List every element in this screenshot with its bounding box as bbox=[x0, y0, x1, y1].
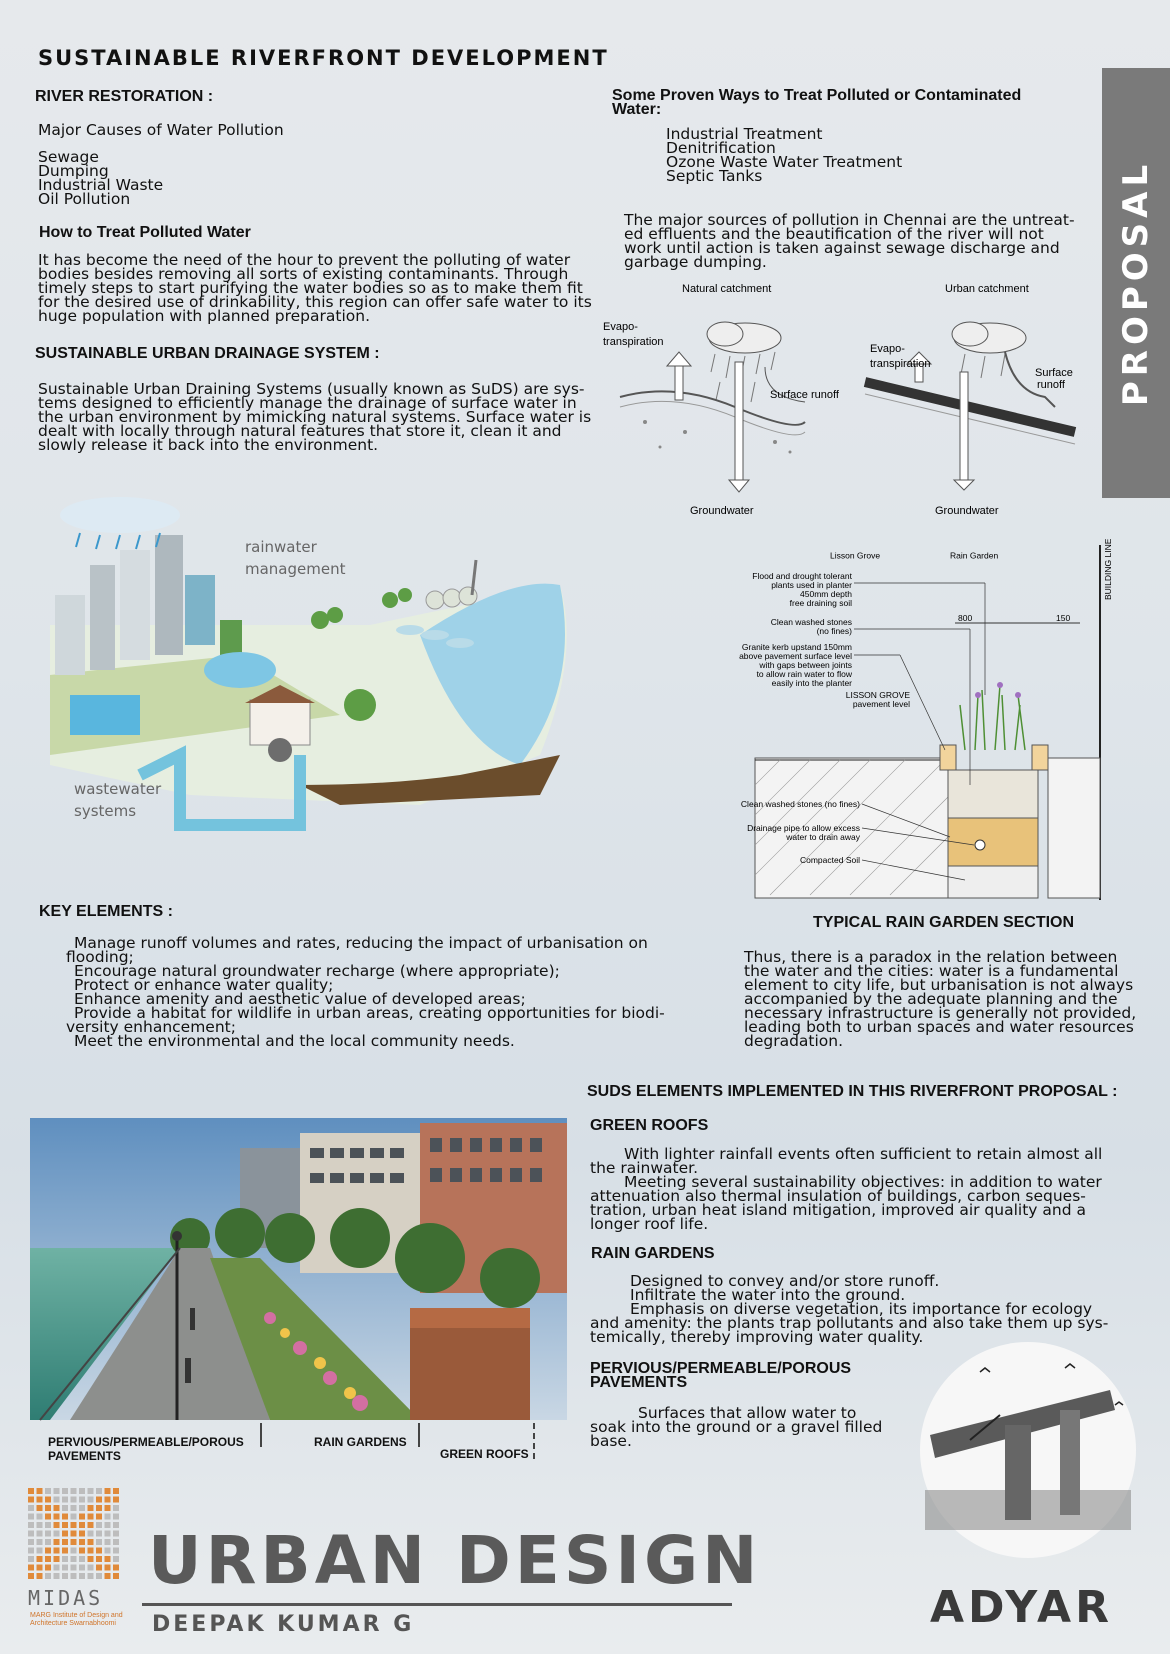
key-elements-heading: KEY ELEMENTS : bbox=[39, 903, 173, 920]
key-line: Enhance amenity and aesthetic value of developed areas; bbox=[74, 990, 526, 1008]
chennai-line: The major sources of pollution in Chennai are the untreat- bbox=[624, 211, 1075, 229]
logo-dot bbox=[45, 1573, 51, 1579]
logo-dot bbox=[62, 1565, 68, 1571]
logo-dot bbox=[28, 1539, 34, 1545]
natural-catchment-title: Natural catchment bbox=[682, 283, 772, 296]
key-line: Encourage natural groundwater recharge (where appropriate); bbox=[74, 962, 560, 980]
suds-paragraph bbox=[38, 382, 591, 452]
logo-dot bbox=[28, 1565, 34, 1571]
logo-dot bbox=[113, 1565, 119, 1571]
annotation: easily into the planter bbox=[771, 678, 852, 688]
logo-dot bbox=[54, 1565, 60, 1571]
logo-dot bbox=[105, 1539, 111, 1545]
logo-dot bbox=[88, 1531, 94, 1537]
logo-dot bbox=[96, 1573, 102, 1579]
render-label-line: PERVIOUS/PERMEABLE/POROUS bbox=[48, 1435, 244, 1449]
adyar-label: ADYAR bbox=[930, 1582, 1113, 1633]
logo-dot bbox=[62, 1548, 68, 1554]
green-roofs-line: the rainwater. bbox=[590, 1159, 699, 1177]
annotation: to allow rain water to flow bbox=[756, 669, 852, 679]
logo-dot bbox=[105, 1573, 111, 1579]
logo-dot bbox=[45, 1522, 51, 1528]
suds-line: dealt with locally through natural features that store it, clean it and bbox=[38, 422, 562, 440]
logo-dot bbox=[28, 1488, 34, 1494]
cause-item: Sewage bbox=[38, 148, 99, 166]
logo-dot bbox=[105, 1556, 111, 1562]
rainwater-label: management bbox=[245, 560, 346, 578]
logo-dot bbox=[71, 1505, 77, 1511]
logo-dot bbox=[62, 1514, 68, 1520]
treat-line: It has become the need of the hour to prevent the polluting of water bbox=[38, 251, 571, 269]
pervious-heading-line: PERVIOUS/PERMEABLE/POROUS bbox=[590, 1360, 852, 1377]
annotation: Granite kerb upstand 150mm bbox=[741, 642, 852, 652]
dimension-label: 800 bbox=[958, 613, 973, 623]
logo-dot bbox=[88, 1505, 94, 1511]
leader-line bbox=[418, 1423, 420, 1447]
rain-gardens-line: Designed to convey and/or store runoff. bbox=[630, 1272, 940, 1290]
logo-dot bbox=[54, 1539, 60, 1545]
logo-dot bbox=[37, 1522, 43, 1528]
rain-gardens-paragraph bbox=[590, 1274, 1108, 1344]
logo-dot bbox=[28, 1573, 34, 1579]
logo-dot bbox=[96, 1497, 102, 1503]
leader-line bbox=[533, 1423, 535, 1459]
riverfront-render bbox=[30, 1118, 567, 1420]
annotation: pavement level bbox=[852, 699, 910, 709]
logo-dot bbox=[113, 1505, 119, 1511]
rain-garden-section bbox=[739, 538, 1120, 905]
logo-dot bbox=[71, 1522, 77, 1528]
annotation: 450mm depth bbox=[800, 589, 852, 599]
logo-dot bbox=[62, 1556, 68, 1562]
logo-dot bbox=[88, 1514, 94, 1520]
logo-dot bbox=[105, 1522, 111, 1528]
logo-dot bbox=[28, 1522, 34, 1528]
logo-dot bbox=[62, 1522, 68, 1528]
causes-subheading: Major Causes of Water Pollution bbox=[38, 121, 284, 139]
logo-dot bbox=[113, 1539, 119, 1545]
logo-dot bbox=[62, 1573, 68, 1579]
logo-dot bbox=[96, 1556, 102, 1562]
logo-dot bbox=[79, 1522, 85, 1528]
logo-dot bbox=[45, 1488, 51, 1494]
chennai-line: ed effluents and the beautification of the river will not bbox=[624, 225, 1044, 243]
green-roofs-line: attenuation also thermal insulation of buildings, carbon seques- bbox=[590, 1187, 1086, 1205]
logo-dot bbox=[54, 1556, 60, 1562]
logo-dot bbox=[79, 1556, 85, 1562]
logo-dot bbox=[88, 1565, 94, 1571]
logo-dot bbox=[28, 1505, 34, 1511]
proven-list bbox=[666, 127, 902, 183]
treat-line: bodies besides removing all sorts of existing contaminants. Through bbox=[38, 265, 569, 283]
urban-design-title: URBAN DESIGN bbox=[148, 1522, 762, 1599]
proven-item: Denitrification bbox=[666, 139, 776, 157]
midas-logo-mark bbox=[28, 1488, 123, 1583]
sidebar-label: PROPOSAL bbox=[1116, 159, 1156, 407]
logo-dot bbox=[105, 1505, 111, 1511]
suds-line: the urban environment by mimicking natural systems. Surface water is bbox=[38, 408, 592, 426]
logo-sub-line: MARG Institute of Design and bbox=[30, 1612, 123, 1619]
midas-logo-text: MIDAS bbox=[28, 1586, 104, 1610]
logo-dot bbox=[28, 1497, 34, 1503]
logo-dot bbox=[45, 1539, 51, 1545]
annotation: water to drain away bbox=[786, 832, 860, 842]
causes-list bbox=[38, 150, 163, 206]
logo-dot bbox=[71, 1514, 77, 1520]
logo-dot bbox=[37, 1497, 43, 1503]
logo-dot bbox=[62, 1531, 68, 1537]
cause-item: Oil Pollution bbox=[38, 190, 131, 208]
proven-heading bbox=[612, 89, 1021, 117]
logo-dot bbox=[79, 1565, 85, 1571]
logo-dot bbox=[45, 1548, 51, 1554]
logo-dot bbox=[88, 1497, 94, 1503]
logo-dot bbox=[71, 1488, 77, 1494]
logo-dot bbox=[113, 1573, 119, 1579]
pervious-heading-line: PAVEMENTS bbox=[590, 1374, 688, 1391]
render-label-pervious bbox=[48, 1435, 244, 1463]
logo-dot bbox=[105, 1497, 111, 1503]
logo-dot bbox=[79, 1531, 85, 1537]
evapo-label: transpiration bbox=[603, 336, 664, 348]
wastewater-label: wastewater bbox=[74, 780, 162, 798]
logo-dot bbox=[113, 1497, 119, 1503]
render-label-green-roofs: GREEN ROOFS bbox=[440, 1447, 529, 1461]
rainwater-label: rainwater bbox=[245, 538, 317, 556]
author-name: DEEPAK KUMAR G bbox=[152, 1612, 415, 1637]
logo-dot bbox=[37, 1548, 43, 1554]
water-management-illustration bbox=[40, 505, 580, 885]
logo-dot bbox=[88, 1488, 94, 1494]
logo-dot bbox=[54, 1548, 60, 1554]
midas-logo-sub bbox=[30, 1612, 123, 1628]
logo-dot bbox=[96, 1522, 102, 1528]
green-roofs-paragraph bbox=[590, 1147, 1102, 1231]
annotation: (no fines) bbox=[816, 626, 852, 636]
suds-line: Sustainable Urban Draining Systems (usually known as SuDS) are sys- bbox=[38, 380, 585, 398]
logo-dot bbox=[105, 1488, 111, 1494]
logo-dot bbox=[71, 1565, 77, 1571]
logo-dot bbox=[113, 1488, 119, 1494]
logo-dot bbox=[71, 1531, 77, 1537]
paradox-line: leading both to urban spaces and water resources bbox=[744, 1018, 1134, 1036]
logo-dot bbox=[37, 1514, 43, 1520]
logo-dot bbox=[88, 1573, 94, 1579]
implemented-heading: SUDS ELEMENTS IMPLEMENTED IN THIS RIVERFRONT PROPOSAL : bbox=[587, 1083, 1118, 1100]
logo-dot bbox=[37, 1488, 43, 1494]
building-line-label: BUILDING LINE bbox=[1103, 538, 1113, 600]
treat-heading: How to Treat Polluted Water bbox=[39, 224, 251, 241]
pervious-line: soak into the ground or a gravel filled bbox=[590, 1418, 883, 1436]
logo-dot bbox=[37, 1556, 43, 1562]
pervious-paragraph bbox=[590, 1406, 882, 1448]
suds-line: slowly release it back into the environment. bbox=[38, 436, 379, 454]
proposal-sidebar bbox=[1102, 68, 1170, 498]
logo-dot bbox=[54, 1531, 60, 1537]
logo-dot bbox=[28, 1531, 34, 1537]
logo-dot bbox=[79, 1488, 85, 1494]
logo-dot bbox=[113, 1514, 119, 1520]
pervious-line: Surfaces that allow water to bbox=[638, 1404, 857, 1422]
logo-dot bbox=[88, 1548, 94, 1554]
logo-dot bbox=[113, 1522, 119, 1528]
proven-heading-line: Some Proven Ways to Treat Polluted or Contaminated bbox=[612, 87, 1022, 104]
green-roofs-line: tration, urban heat island mitigation, improved air quality and a bbox=[590, 1201, 1086, 1219]
logo-dot bbox=[71, 1539, 77, 1545]
logo-dot bbox=[45, 1505, 51, 1511]
proven-item: Ozone Waste Water Treatment bbox=[666, 153, 903, 171]
logo-dot bbox=[113, 1548, 119, 1554]
logo-dot bbox=[71, 1556, 77, 1562]
logo-dot bbox=[45, 1531, 51, 1537]
green-roofs-line: With lighter rainfall events often sufficient to retain almost all bbox=[624, 1145, 1103, 1163]
green-roofs-heading: GREEN ROOFS bbox=[590, 1117, 709, 1134]
green-roofs-line: Meeting several sustainability objectives: in addition to water bbox=[624, 1173, 1102, 1191]
render-label-rain-gardens: RAIN GARDENS bbox=[314, 1435, 407, 1449]
key-line: versity enhancement; bbox=[66, 1018, 236, 1036]
annotation: with gaps between joints bbox=[759, 660, 852, 670]
logo-dot bbox=[79, 1514, 85, 1520]
paradox-line: Thus, there is a paradox in the relation between bbox=[744, 948, 1118, 966]
paradox-line: element to city life, but urbanisation is not always bbox=[744, 976, 1134, 994]
river-restoration-heading: RIVER RESTORATION : bbox=[35, 88, 214, 105]
annotation: Drainage pipe to allow excess bbox=[747, 823, 860, 833]
proven-item: Septic Tanks bbox=[666, 167, 763, 185]
logo-dot bbox=[37, 1531, 43, 1537]
logo-dot bbox=[79, 1573, 85, 1579]
evapo-label: Evapo- bbox=[870, 343, 905, 355]
rain-garden-caption: TYPICAL RAIN GARDEN SECTION bbox=[813, 914, 1075, 931]
footer-rule bbox=[142, 1603, 732, 1606]
logo-dot bbox=[71, 1548, 77, 1554]
treat-line: for the desired use of drinkability, this region can offer safe water to its bbox=[38, 293, 592, 311]
logo-dot bbox=[96, 1565, 102, 1571]
runoff-label: runoff bbox=[1037, 379, 1065, 391]
logo-dot bbox=[79, 1539, 85, 1545]
page-title: SUSTAINABLE RIVERFRONT DEVELOPMENT bbox=[38, 46, 609, 70]
logo-dot bbox=[28, 1514, 34, 1520]
rain-gardens-heading: RAIN GARDENS bbox=[591, 1245, 715, 1262]
annotation: plants used in planter bbox=[771, 580, 852, 590]
chennai-line: work until action is taken against sewage discharge and bbox=[624, 239, 1060, 257]
urban-catchment-title: Urban catchment bbox=[945, 283, 1029, 296]
annotation: free draining soil bbox=[789, 598, 852, 608]
logo-dot bbox=[37, 1539, 43, 1545]
logo-dot bbox=[96, 1539, 102, 1545]
logo-dot bbox=[71, 1497, 77, 1503]
evapo-label: transpiration bbox=[870, 358, 931, 370]
logo-dot bbox=[96, 1505, 102, 1511]
logo-dot bbox=[113, 1556, 119, 1562]
key-line: Protect or enhance water quality; bbox=[74, 976, 334, 994]
logo-dot bbox=[54, 1573, 60, 1579]
logo-dot bbox=[28, 1548, 34, 1554]
cause-item: Industrial Waste bbox=[38, 176, 164, 194]
catchment-diagrams bbox=[603, 282, 1095, 522]
logo-dot bbox=[105, 1565, 111, 1571]
paradox-paragraph bbox=[744, 950, 1136, 1048]
logo-dot bbox=[45, 1514, 51, 1520]
logo-dot bbox=[96, 1548, 102, 1554]
logo-dot bbox=[54, 1522, 60, 1528]
key-line: Manage runoff volumes and rates, reducing the impact of urbanisation on bbox=[74, 934, 648, 952]
rain-gardens-line: Infiltrate the water into the ground. bbox=[630, 1286, 906, 1304]
logo-dot bbox=[96, 1514, 102, 1520]
paradox-line: the water and the cities: water is a fundamental bbox=[744, 962, 1119, 980]
render-label-line: PAVEMENTS bbox=[48, 1449, 121, 1463]
treat-paragraph bbox=[38, 253, 592, 323]
logo-dot bbox=[45, 1565, 51, 1571]
evapo-label: Evapo- bbox=[603, 321, 638, 333]
annotation: Clean washed stones (no fines) bbox=[740, 799, 860, 809]
logo-dot bbox=[105, 1548, 111, 1554]
paradox-line: accompanied by the adequate planning and the bbox=[744, 990, 1118, 1008]
chennai-paragraph bbox=[624, 213, 1075, 269]
pervious-line: base. bbox=[590, 1432, 632, 1450]
annotation: Clean washed stones bbox=[770, 617, 852, 627]
logo-dot bbox=[28, 1556, 34, 1562]
logo-dot bbox=[54, 1488, 60, 1494]
logo-dot bbox=[96, 1531, 102, 1537]
logo-dot bbox=[105, 1531, 111, 1537]
groundwater-label: Groundwater bbox=[690, 505, 754, 517]
suds-heading: SUSTAINABLE URBAN DRAINAGE SYSTEM : bbox=[35, 345, 380, 362]
annotation: LISSON GROVE bbox=[845, 690, 910, 700]
logo-dot bbox=[105, 1514, 111, 1520]
key-line: flooding; bbox=[66, 948, 134, 966]
logo-dot bbox=[37, 1565, 43, 1571]
key-elements-list bbox=[66, 936, 665, 1048]
dimension-label: 150 bbox=[1056, 613, 1071, 623]
logo-dot bbox=[79, 1548, 85, 1554]
logo-dot bbox=[54, 1505, 60, 1511]
logo-dot bbox=[113, 1531, 119, 1537]
paradox-line: necessary infrastructure is generally not provided, bbox=[744, 1004, 1137, 1022]
logo-dot bbox=[96, 1488, 102, 1494]
logo-dot bbox=[62, 1539, 68, 1545]
annotation: Flood and drought tolerant bbox=[752, 571, 852, 581]
annotation: above pavement surface level bbox=[739, 651, 852, 661]
logo-sub-line: Architecture Swarnabhoomi bbox=[30, 1620, 116, 1627]
surface-runoff-label: Surface runoff bbox=[770, 389, 839, 401]
logo-dot bbox=[54, 1497, 60, 1503]
logo-dot bbox=[79, 1497, 85, 1503]
rain-gardens-line: and amenity: the plants trap pollutants and also take them up sys- bbox=[590, 1314, 1109, 1332]
rain-gardens-line: Emphasis on diverse vegetation, its importance for ecology bbox=[630, 1300, 1093, 1318]
chennai-line: garbage dumping. bbox=[624, 253, 767, 271]
leader-line bbox=[260, 1423, 262, 1447]
green-roofs-line: longer roof life. bbox=[590, 1215, 709, 1233]
surface-label: Surface bbox=[1035, 367, 1073, 379]
annotation: Compacted Soil bbox=[799, 855, 860, 865]
rain-gardens-line: temically, thereby improving water quality. bbox=[590, 1328, 924, 1346]
lisson-grove-label: Lisson Grove bbox=[830, 550, 881, 561]
pervious-heading bbox=[590, 1362, 851, 1390]
logo-dot bbox=[88, 1539, 94, 1545]
logo-dot bbox=[37, 1505, 43, 1511]
treat-line: huge population with planned preparation. bbox=[38, 307, 370, 325]
rain-garden-label: Rain Garden bbox=[950, 550, 999, 561]
proven-item: Industrial Treatment bbox=[666, 125, 823, 143]
logo-dot bbox=[62, 1497, 68, 1503]
suds-line: tems designed to efficiently manage the drainage of surface water in bbox=[38, 394, 577, 412]
logo-dot bbox=[45, 1556, 51, 1562]
logo-dot bbox=[88, 1522, 94, 1528]
proven-heading-line: Water: bbox=[612, 101, 662, 118]
treat-line: timely steps to start purifying the water bodies so as to make them fit bbox=[38, 279, 583, 297]
logo-dot bbox=[45, 1497, 51, 1503]
logo-dot bbox=[88, 1556, 94, 1562]
wastewater-label: systems bbox=[74, 802, 137, 820]
paradox-line: degradation. bbox=[744, 1032, 844, 1050]
logo-dot bbox=[62, 1505, 68, 1511]
cause-item: Dumping bbox=[38, 162, 109, 180]
logo-dot bbox=[37, 1573, 43, 1579]
logo-dot bbox=[62, 1488, 68, 1494]
key-line: Meet the environmental and the local community needs. bbox=[74, 1032, 515, 1050]
groundwater-label: Groundwater bbox=[935, 505, 999, 517]
logo-dot bbox=[54, 1514, 60, 1520]
key-line: Provide a habitat for wildlife in urban areas, creating opportunities for biodi- bbox=[74, 1004, 665, 1022]
logo-dot bbox=[71, 1573, 77, 1579]
logo-dot bbox=[79, 1505, 85, 1511]
